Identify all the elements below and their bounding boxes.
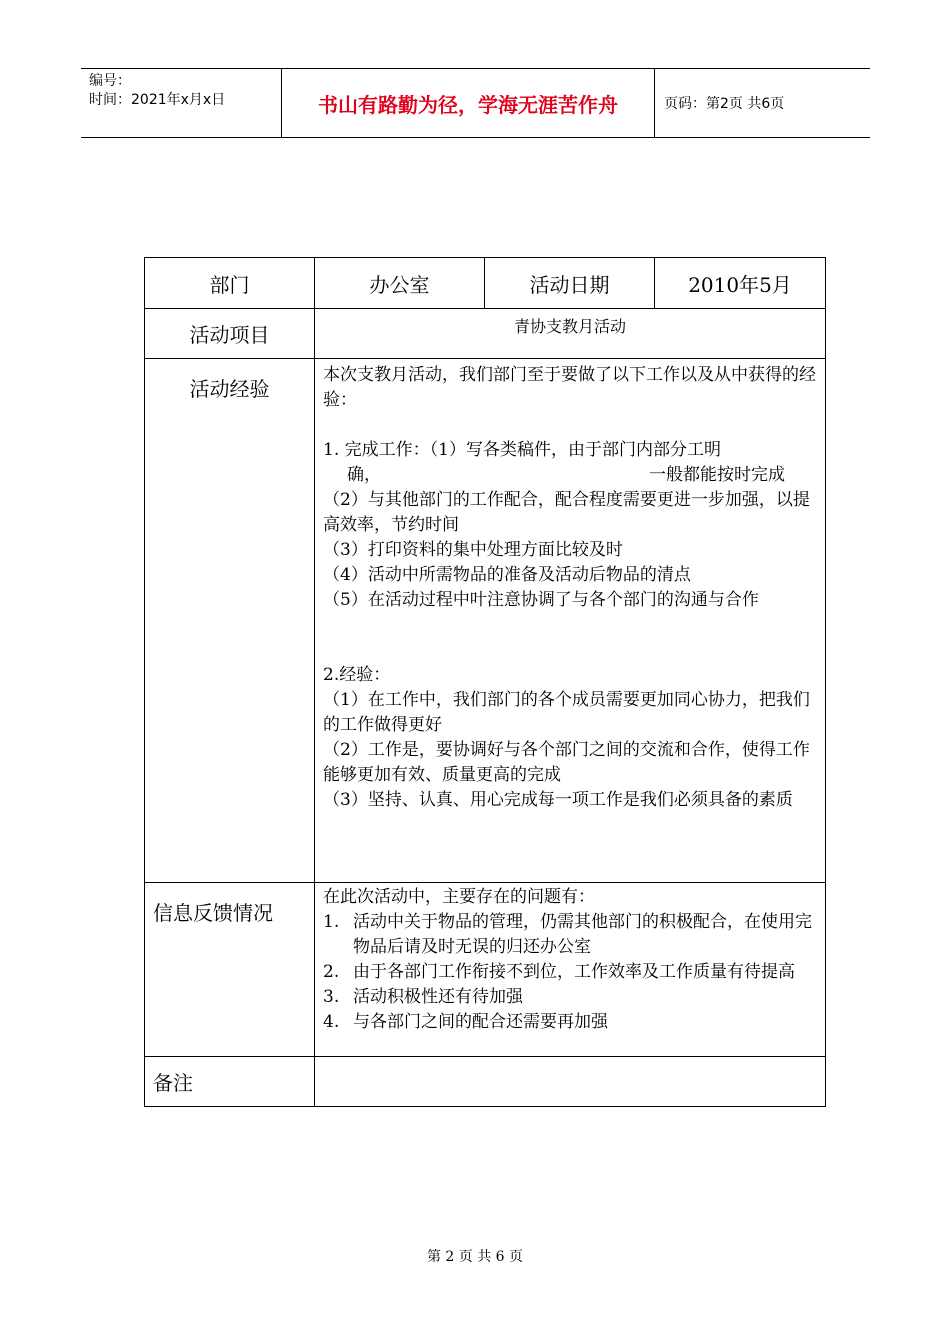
list-item (323, 1010, 817, 1035)
list-item: （2）工作是，要协调好与各个部门之间的交流和合作，使得工作能够更加有效、质量更高的完成 (323, 740, 810, 785)
work-heading-cont: 确， (347, 465, 381, 485)
list-item (323, 985, 817, 1010)
page-footer: 第 2 页 共 6 页 (426, 1249, 524, 1265)
dept-value: 办公室 (315, 258, 485, 309)
remarks-label: 备注 (145, 1057, 315, 1107)
list-item: （3）坚持、认真、用心完成每一项工作是我们必须具备的素质 (323, 790, 793, 810)
list-item: （1）在工作中，我们部门的各个成员需要更加同心协力，把我们的工作做得更好 (323, 690, 810, 735)
list-item: （5）在活动过程中叶注意协调了与各个部门的沟通与合作 (323, 590, 759, 610)
project-label: 活动项目 (145, 309, 315, 359)
feedback-content (315, 883, 826, 1057)
list-item: （2）与其他部门的工作配合，配合程度需要更进一步加强，以提高效率，节约时间 (323, 490, 810, 535)
list-item: （4）活动中所需物品的准备及活动后物品的清点 (323, 565, 691, 585)
feedback-label: 信息反馈情况 (145, 883, 315, 1057)
list-item-text: 由于各部门工作衔接不到位，工作效率及工作质量有待提高 (353, 962, 795, 982)
dept-label: 部门 (145, 258, 315, 309)
header-divider (654, 69, 655, 137)
remarks-value (315, 1057, 826, 1107)
project-value: 青协支教月活动 (315, 309, 826, 359)
experience-intro: 本次支教月活动，我们部门至于要做了以下工作以及从中获得的经验： (323, 365, 816, 410)
date-value: 2010年5月 (655, 258, 826, 309)
header-divider (281, 69, 282, 137)
list-item-number: 2. (323, 962, 340, 982)
experience-content (315, 359, 826, 883)
work-heading: 1. 完成工作：（1）写各类稿件，由于部门内部分工明 (323, 440, 721, 460)
list-item-number: 3. (323, 987, 340, 1007)
page-header (81, 68, 870, 138)
date-label: 活动日期 (485, 258, 655, 309)
table-row (145, 883, 826, 1057)
list-item (323, 960, 817, 985)
list-item-text: 活动中关于物品的管理，仍需其他部门的积极配合，在使用完物品后请及时无误的归还办公室 (353, 912, 812, 957)
activity-summary-table (144, 257, 826, 1107)
number-label: 编号： (89, 73, 131, 89)
table-row (145, 309, 826, 359)
experience-label: 活动经验 (145, 359, 315, 883)
header-meta (89, 72, 225, 110)
table-row (145, 359, 826, 883)
list-item-number: 1. (323, 912, 340, 932)
list-item-number: 4. (323, 1012, 340, 1032)
list-item: （3）打印资料的集中处理方面比较及时 (323, 540, 623, 560)
table-row (145, 258, 826, 309)
work-heading-tail: 一般都能按时完成 (649, 465, 785, 485)
table-row (145, 1057, 826, 1107)
experience-heading: 2.经验： (323, 665, 391, 685)
header-page-info: 页码：第2页 共6页 (664, 96, 785, 112)
list-item (323, 910, 817, 960)
list-item-text: 活动积极性还有待加强 (353, 987, 523, 1007)
feedback-intro: 在此次活动中，主要存在的问题有： (323, 887, 595, 907)
header-motto: 书山有路勤为径，学海无涯苦作舟 (318, 92, 618, 117)
list-item-text: 与各部门之间的配合还需要再加强 (353, 1012, 608, 1032)
date-line: 时间：2021年x月x日 (89, 92, 226, 108)
